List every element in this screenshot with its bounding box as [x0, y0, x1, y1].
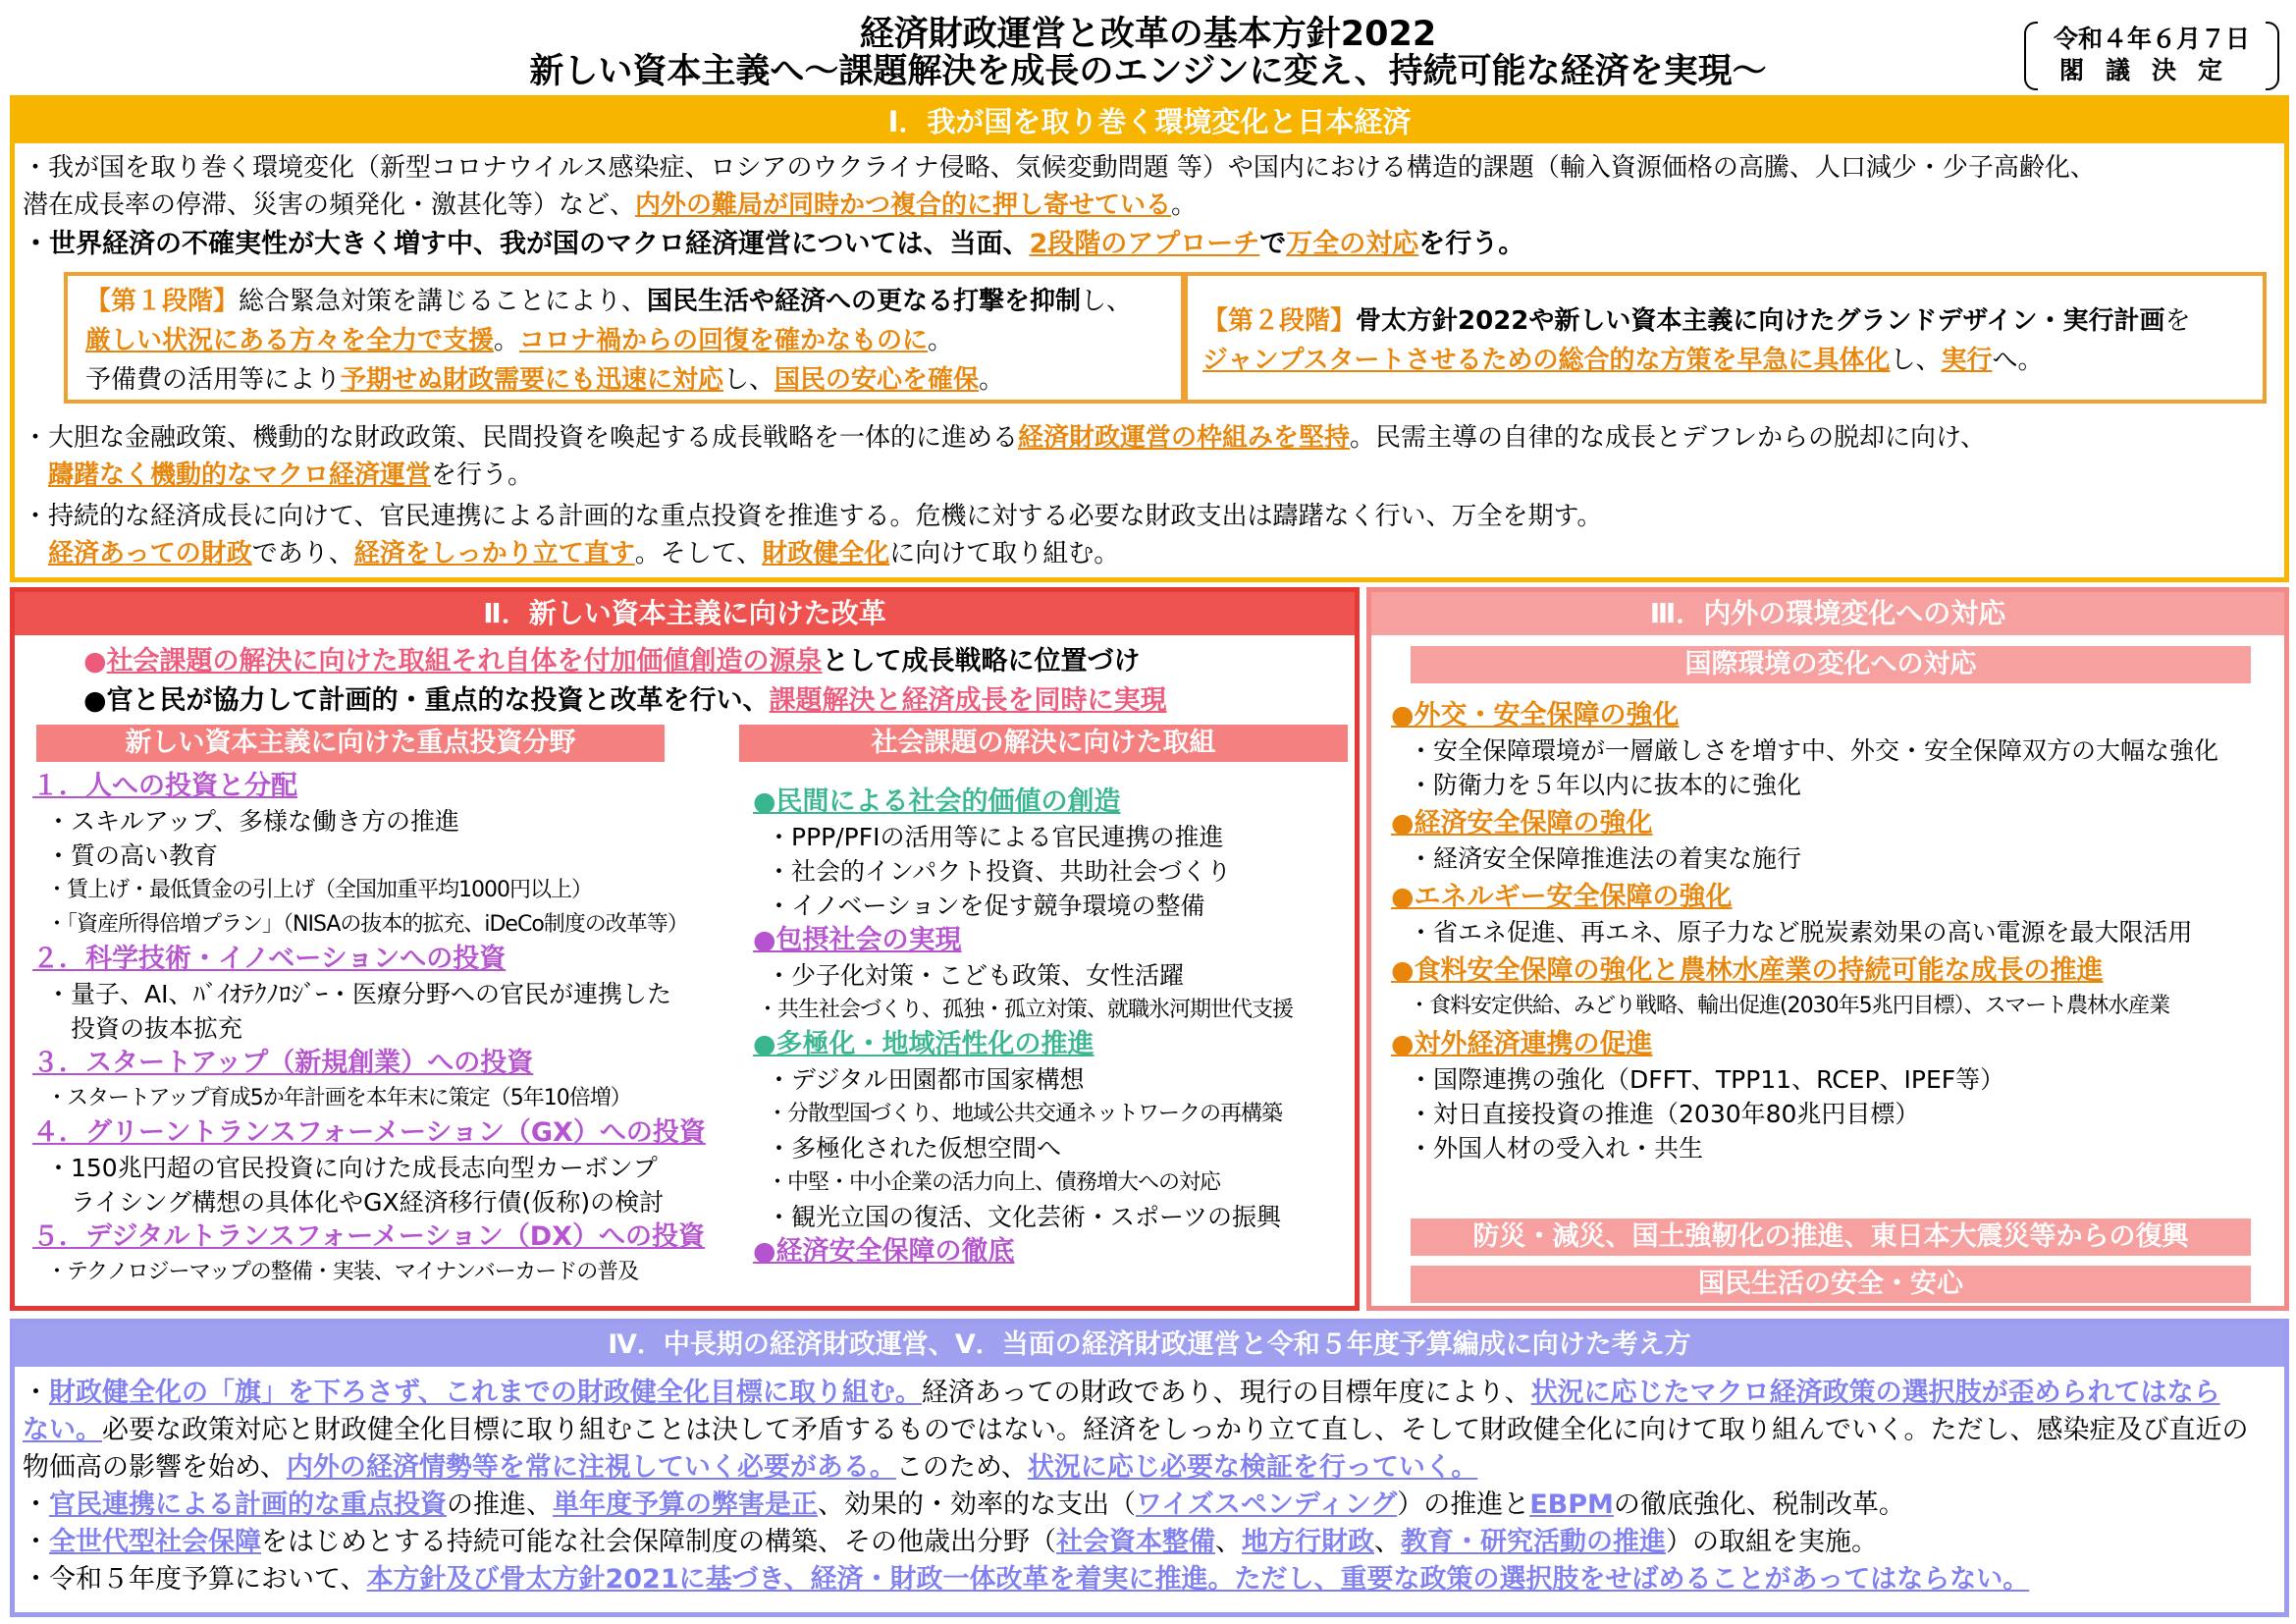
s1-para-1: ・我が国を取り巻く環境変化（新型コロナウイルス感染症、ロシアのウクライナ侵略、気候変動問題 等）や国内における構造的課題（輸入資源価格の高騰、人口減少・少子高齢化、 潜在成長率の停滞、災害の頻発化・激甚化等）など、内外の難局が同時かつ複合的に押し寄せている。: [23, 153, 2096, 220]
list-item: ・賃上げ・最低賃金の引上げ（全国加重平均1000円以上）: [46, 878, 592, 902]
s3-sub-international: 国際環境の変化への対応: [1411, 646, 2251, 683]
invest-area-3: ３．スタートアップ（新規創業）への投資: [32, 1048, 534, 1078]
list-item: ・多極化された仮想空間へ: [767, 1134, 1062, 1163]
social-issue-1: ●民間による社会的価値の創造: [753, 786, 1121, 817]
list-item: ・国際連携の強化（DFFT、TPP11、RCEP、IPEF等）: [1409, 1065, 2005, 1094]
list-item: ・省エネ促進、再エネ、原子力など脱炭素効果の高い電源を最大限活用: [1409, 918, 2193, 947]
list-item: ・テクノロジーマップの整備・実装、マイナンバーカードの普及: [46, 1260, 639, 1284]
section-3-heading: Ⅲ．内外の環境変化への対応: [1371, 592, 2284, 635]
list-item: ・イノベーションを促す競争環境の整備: [767, 892, 1205, 920]
list-item: ・量子、AI、ﾊﾞｲｵﾃｸﾉﾛｼﾞｰ・医療分野への官民が連携した: [46, 980, 671, 1008]
list-item: ・デジタル田園都市国家構想: [767, 1065, 1085, 1094]
invest-area-1: １．人への投資と分配: [32, 771, 297, 801]
list-item: ・スタートアップ育成5か年計画を本年末に策定（5年10倍増）: [46, 1086, 631, 1110]
s3-groups: [1391, 698, 2284, 1165]
s3-group-3: ●エネルギー安全保障の強化: [1391, 882, 1733, 912]
s3-group-4: ●食料安全保障の強化と農林水産業の持続可能な成長の推進: [1391, 955, 2104, 986]
list-item: ・中堅・中小企業の活力向上、債務増大への対応: [767, 1170, 1221, 1195]
s4-body: ・財政健全化の「旗」を下ろさず、これまでの財政健全化目標に取り組む。経済あっての財政であり、現行の目標年度により、状況に応じたマクロ経済政策の選択肢が歪められてはなら ない。必要な政策対応と財政健全化目標に取り組むことは決して矛盾するものではない。経済をしっかり立て直し、そして財政健全化に向けて取り組んでいく。ただし、感染症及び直近の 物価高の影響を始め、内外の経済情勢等を常に注視していく必要がある。このため、状況に応じ必要な検証を行っていく。 ・官民連携による計画的な重点投資の推進、単年度予算の弊害是正、効果的・効率的な支出（ワイズスペンディング）の推進とEBPMの徹底強化、税制改革。 ・全世代型社会保障をはじめとする持続可能な社会保障制度の構築、その他歳出分野（社会資本整備、地方行財政、教育・研究活動の推進）の取組を実施。 ・令和５年度予算において、本方針及び骨太方針2021に基づき、経済・財政一体改革を着実に推進。ただし、重要な政策の選択肢をせばめることがあってはならない。: [23, 1378, 2249, 1595]
invest-area-5: ５．デジタルトランスフォーメーション（DX）への投資: [32, 1221, 706, 1252]
s2-bullet-2: ●官と民が協力して計画的・重点的な投資と改革を行い、課題解決と経済成長を同時に実現: [83, 685, 1167, 716]
s2-bullet-1: ●社会課題の解決に向けた取組それ自体を付加価値創造の源泉として成長戦略に位置づけ: [83, 646, 1141, 677]
list-item: ・少子化対策・こども政策、女性活躍: [767, 961, 1185, 990]
s2-left-heading: 新しい資本主義に向けた重点投資分野: [36, 725, 665, 762]
list-item: ・150兆円超の官民投資に向けた成長志向型カーボンプ: [46, 1154, 658, 1182]
stage-1-box: 【第１段階】総合緊急対策を講じることにより、国民生活や経済への更なる打撃を抑制し、 厳しい状況にある方々を全力で支援。コロナ禍からの回復を確かなものに。 予備費の活用等により予期せぬ財政需要にも迅速に対応し、国民の安心を確保。: [64, 272, 1188, 404]
social-issue-4: ●経済安全保障の徹底: [753, 1236, 1015, 1267]
section-4-heading: Ⅳ．中長期の経済財政運営、Ⅴ．当面の経済財政運営と令和５年度予算編成に向けた考え方: [15, 1324, 2284, 1367]
s1-para-4: ・持続的な経済成長に向けて、官民連携による計画的な重点投資を推進する。危機に対する必要な財政支出は躊躇なく行い、万全を期す。 経済あっての財政であり、経済をしっかり立て直す。そして、財政健全化に向けて取り組む。: [23, 502, 1603, 568]
stage-2-box: 【第２段階】骨太方針2022や新しい資本主義に向けたグランドデザイン・実行計画を ジャンプスタートさせるための総合的な方策を早急に具体化し、実行へ。: [1181, 272, 2267, 404]
section-2: [10, 587, 1360, 1311]
page-subtitle: 新しい資本主義へ～課題解決を成長のエンジンに変え、持続可能な経済を実現～: [529, 52, 1767, 91]
list-item: ライシング構想の具体化やGX経済移行債(仮称)の検討: [46, 1188, 665, 1217]
section-4: [10, 1319, 2289, 1617]
s2-right-heading: 社会課題の解決に向けた取組: [739, 725, 1348, 762]
list-item: ・外国人材の受入れ・共生: [1409, 1134, 1704, 1163]
list-item: ・社会的インパクト投資、共助社会づくり: [767, 857, 1232, 886]
section-2-heading: Ⅱ．新しい資本主義に向けた改革: [15, 592, 1355, 635]
list-item: ・スキルアップ、多様な働き方の推進: [46, 807, 460, 836]
decision-label: 閣議決定: [2058, 56, 2244, 84]
list-item: ・防衛力を５年以内に抜本的に強化: [1409, 771, 1802, 799]
s1-para-2: ・世界経済の不確実性が大きく増す中、我が国のマクロ経済運営については、当面、2段階のアプローチで万全の対応を行う。: [23, 229, 1525, 259]
list-item: ・PPP/PFIの活用等による官民連携の推進: [767, 823, 1224, 851]
section-1-heading: Ⅰ．我が国を取り巻く環境変化と日本経済: [15, 100, 2284, 143]
list-item: ・質の高い教育: [46, 841, 219, 870]
s3-sub-safety: 国民生活の安全・安心: [1411, 1266, 2251, 1303]
social-issue-2: ●包摂社会の実現: [753, 925, 962, 955]
s3-group-5: ●対外経済連携の促進: [1391, 1029, 1653, 1059]
invest-area-4: ４．グリーントランスフォーメーション（GX）への投資: [32, 1117, 706, 1148]
s3-group-1: ●外交・安全保障の強化: [1391, 700, 1680, 731]
section-3: [1366, 587, 2289, 1311]
list-item: ・安全保障環境が一層厳しさを増す中、外交・安全保障双方の大幅な強化: [1409, 736, 2219, 765]
s1-para-3: ・大胆な金融政策、機動的な財政政策、民間投資を喚起する成長戦略を一体的に進める経済財政運営の枠組みを堅持。民需主導の自律的な成長とデフレからの脱却に向け、 躊躇なく機動的なマクロ経済運営を行う。: [23, 423, 1986, 490]
s3-sub-disaster: 防災・減災、国土強靭化の推進、東日本大震災等からの復興: [1411, 1218, 2251, 1256]
s3-group-2: ●経済安全保障の強化: [1391, 808, 1653, 839]
invest-area-2: ２．科学技術・イノベーションへの投資: [32, 944, 507, 974]
decision-date: 令和４年６月７日: [2053, 25, 2250, 53]
cabinet-decision-stamp: [2024, 22, 2279, 90]
social-issue-3: ●多極化・地域活性化の推進: [753, 1029, 1095, 1059]
list-item: 投資の抜本拡充: [46, 1014, 243, 1043]
list-item: ・「資産所得倍増プラン」（NISAの抜本的拡充、iDeCo制度の改革等）: [46, 912, 688, 937]
s2-right-column: [753, 785, 1352, 1270]
list-item: ・対日直接投資の推進（2030年80兆円目標）: [1409, 1100, 1920, 1128]
list-item: ・共生社会づくり、孤独・孤立対策、就職氷河期世代支援: [757, 998, 1294, 1022]
list-item: ・食料安定供給、みどり戦略、輸出促進(2030年5兆円目標）、スマート農林水産業: [1409, 994, 2170, 1018]
list-item: ・分散型国づくり、地域公共交通ネットワークの再構築: [767, 1102, 1283, 1126]
list-item: ・観光立国の復活、文化芸術・スポーツの振興: [767, 1203, 1282, 1231]
page-title: 経済財政運営と改革の基本方針2022: [859, 15, 1437, 54]
section-1: [10, 95, 2289, 582]
s2-left-column: [32, 769, 729, 1289]
list-item: ・経済安全保障推進法の着実な施行: [1409, 844, 1802, 873]
